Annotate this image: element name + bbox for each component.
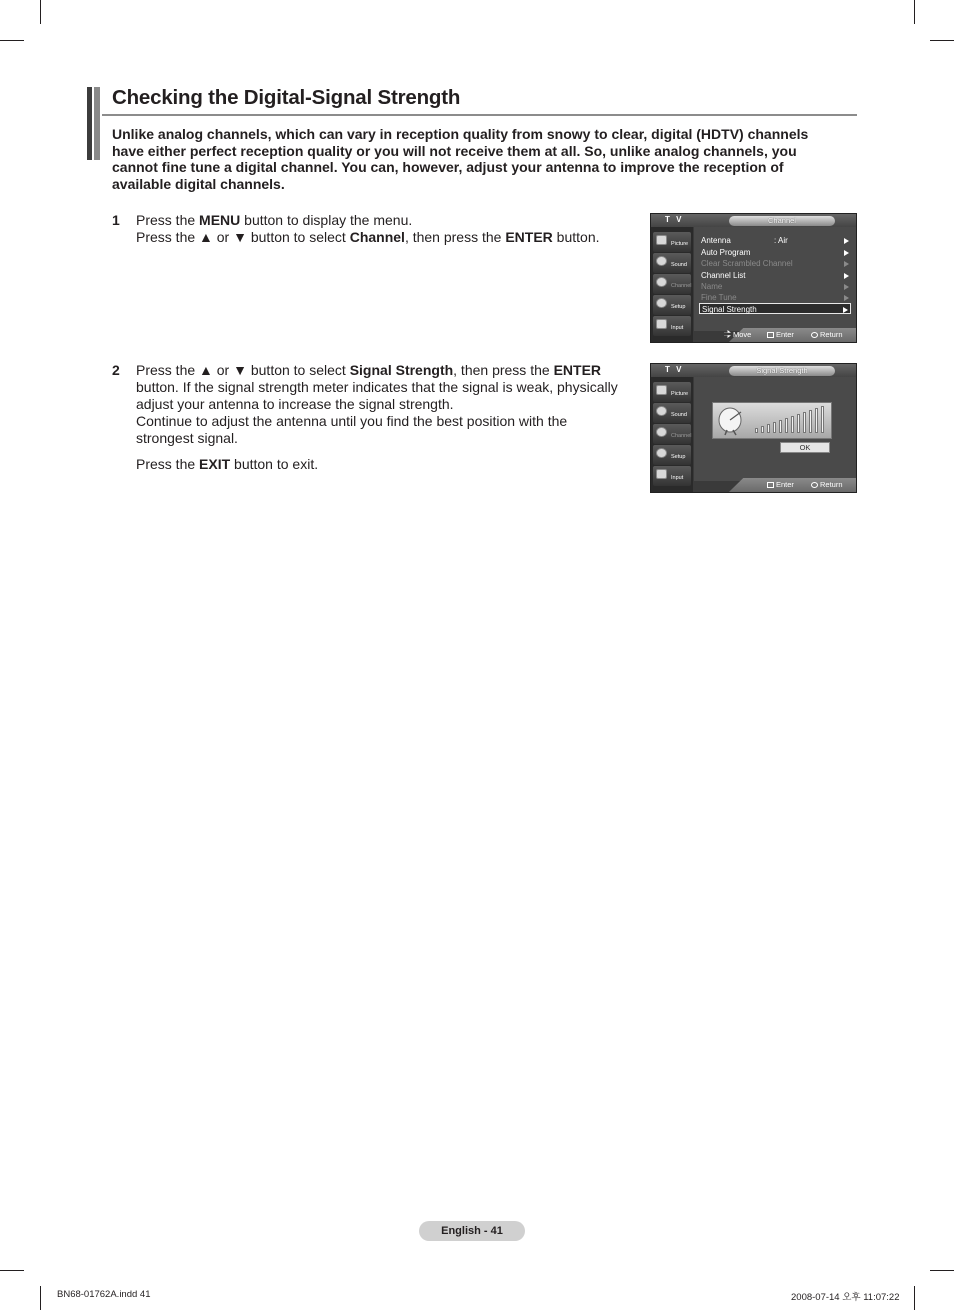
osd-side-item-setup: Setup: [653, 295, 691, 315]
osd-menu-row-clear-scrambled: Clear Scrambled Channel: [701, 258, 851, 269]
step-line: Press the ▲ or ▼ button to select Signal Strength, then press the ENTER: [136, 362, 602, 378]
print-date: 2008-07-14 오후 11:07:22: [791, 1292, 900, 1303]
osd-channel-menu: [650, 213, 857, 343]
osd-foot-enter: Enter: [767, 330, 794, 339]
step-2-text: [136, 362, 626, 473]
crop-mark: [40, 1286, 41, 1310]
osd-foot-return: Return: [811, 330, 843, 339]
osd-side-item-sound: Sound: [653, 253, 691, 273]
title-rule: [102, 114, 857, 116]
enter-icon: [767, 482, 774, 488]
crop-mark: [0, 1270, 24, 1271]
ok-button[interactable]: OK: [780, 442, 830, 453]
setup-icon: [656, 298, 667, 308]
step-line: Press the ▲ or ▼ button to select Channel, then press the ENTER button.: [136, 229, 600, 245]
step-1-text: [136, 212, 626, 246]
signal-meter: [712, 402, 832, 439]
signal-bar: [821, 406, 824, 433]
file-info: BN68-01762A.indd 41: [57, 1289, 151, 1300]
osd-sidebar: [651, 227, 693, 343]
arrow-right-icon: [844, 238, 849, 244]
keyword: Signal Strength: [349, 362, 454, 378]
signal-bar: [797, 414, 800, 433]
arrow-right-icon: [844, 250, 849, 256]
arrow-right-icon: [844, 261, 849, 267]
keyword: EXIT: [199, 456, 231, 472]
signal-bar: [767, 424, 770, 433]
osd-foot-enter: Enter: [767, 480, 794, 489]
osd-menu-row-name: Name: [701, 281, 851, 292]
page-title: Checking the Digital-Signal Strength: [112, 86, 461, 109]
picture-icon: [656, 385, 667, 395]
osd-tv-label: T V: [665, 215, 684, 224]
osd-menu-row-signal-strength: Signal Strength: [699, 303, 851, 314]
arrow-right-icon: [843, 307, 848, 313]
step-number: 2: [112, 362, 120, 378]
crop-mark: [914, 1286, 915, 1310]
osd-menu-row-antenna: Antenna : Air: [701, 235, 851, 246]
channel-icon: [656, 427, 667, 437]
keyword: MENU: [199, 212, 241, 228]
intro-paragraph: Unlike analog channels, which can vary in reception quality from snowy to clear, digital (HDTV) channels have either perfect reception quality or you will not receive them at all. So, unlike analog channels, you cannot fine tune a digital channel. You can, however, adjust your antenna to improve the reception of available digital channels.: [112, 126, 809, 192]
crop-mark: [40, 0, 41, 24]
heading-accent-bar: [94, 87, 100, 160]
crop-mark: [914, 0, 915, 24]
step-line: Press the EXIT button to exit.: [136, 456, 319, 472]
step-line: Press the MENU button to display the menu.: [136, 212, 413, 228]
arrow-right-icon: [844, 295, 849, 301]
signal-bar: [755, 428, 758, 433]
signal-bar: [803, 412, 806, 433]
crop-mark: [930, 40, 954, 41]
arrow-right-icon: [844, 273, 849, 279]
osd-menu-row-fine-tune: Fine Tune: [701, 292, 851, 303]
signal-bar: [761, 426, 764, 433]
osd-side-item-input: Input: [653, 316, 691, 336]
osd-foot-return: Return: [811, 480, 843, 489]
osd-main-panel: [694, 377, 857, 481]
arrow-right-icon: [844, 284, 849, 290]
osd-side-item-setup: Setup: [653, 445, 691, 465]
move-icon: [724, 330, 731, 338]
step-number: 1: [112, 212, 120, 228]
step-line: Continue to adjust the antenna until you find the best position with the strongest signal.: [136, 413, 568, 446]
osd-tab-title: Signal Strength: [729, 366, 835, 376]
step-line: button. If the signal strength meter indicates that the signal is weak, physically adjust your antenna to increase the signal strength.: [136, 379, 618, 412]
osd-signal-strength: [650, 363, 857, 493]
osd-menu-row-channel-list: Channel List: [701, 270, 851, 281]
osd-side-item-picture: Picture: [653, 382, 691, 402]
return-icon: [811, 332, 818, 338]
keyword: ENTER: [505, 229, 553, 245]
page-number-badge: English - 41: [419, 1221, 525, 1241]
osd-side-item-channel: Channel: [653, 424, 691, 444]
osd-side-item-picture: Picture: [653, 232, 691, 252]
sound-icon: [656, 256, 667, 266]
osd-main-panel: [694, 227, 857, 331]
channel-icon: [656, 277, 667, 287]
osd-side-item-sound: Sound: [653, 403, 691, 423]
signal-bar: [773, 422, 776, 433]
osd-tv-label: T V: [665, 365, 684, 374]
osd-menu-row-auto-program: Auto Program: [701, 247, 851, 258]
osd-side-item-channel: Channel: [653, 274, 691, 294]
enter-icon: [767, 332, 774, 338]
signal-bar: [791, 416, 794, 433]
heading-accent-bar: [87, 87, 92, 160]
signal-bar: [815, 408, 818, 433]
keyword: Channel: [349, 229, 405, 245]
signal-bar: [809, 410, 812, 433]
osd-side-item-input: Input: [653, 466, 691, 486]
signal-bar: [785, 418, 788, 433]
osd-foot-move: Move: [724, 330, 751, 339]
picture-icon: [656, 235, 667, 245]
osd-tab-title: Channel: [729, 216, 835, 226]
crop-mark: [930, 1270, 954, 1271]
return-icon: [811, 482, 818, 488]
input-icon: [656, 319, 667, 329]
signal-bar: [779, 420, 782, 433]
satellite-dish-icon: [717, 406, 747, 436]
setup-icon: [656, 448, 667, 458]
input-icon: [656, 469, 667, 479]
keyword: ENTER: [553, 362, 602, 378]
sound-icon: [656, 406, 667, 416]
osd-sidebar: [651, 377, 693, 493]
crop-mark: [0, 40, 24, 41]
